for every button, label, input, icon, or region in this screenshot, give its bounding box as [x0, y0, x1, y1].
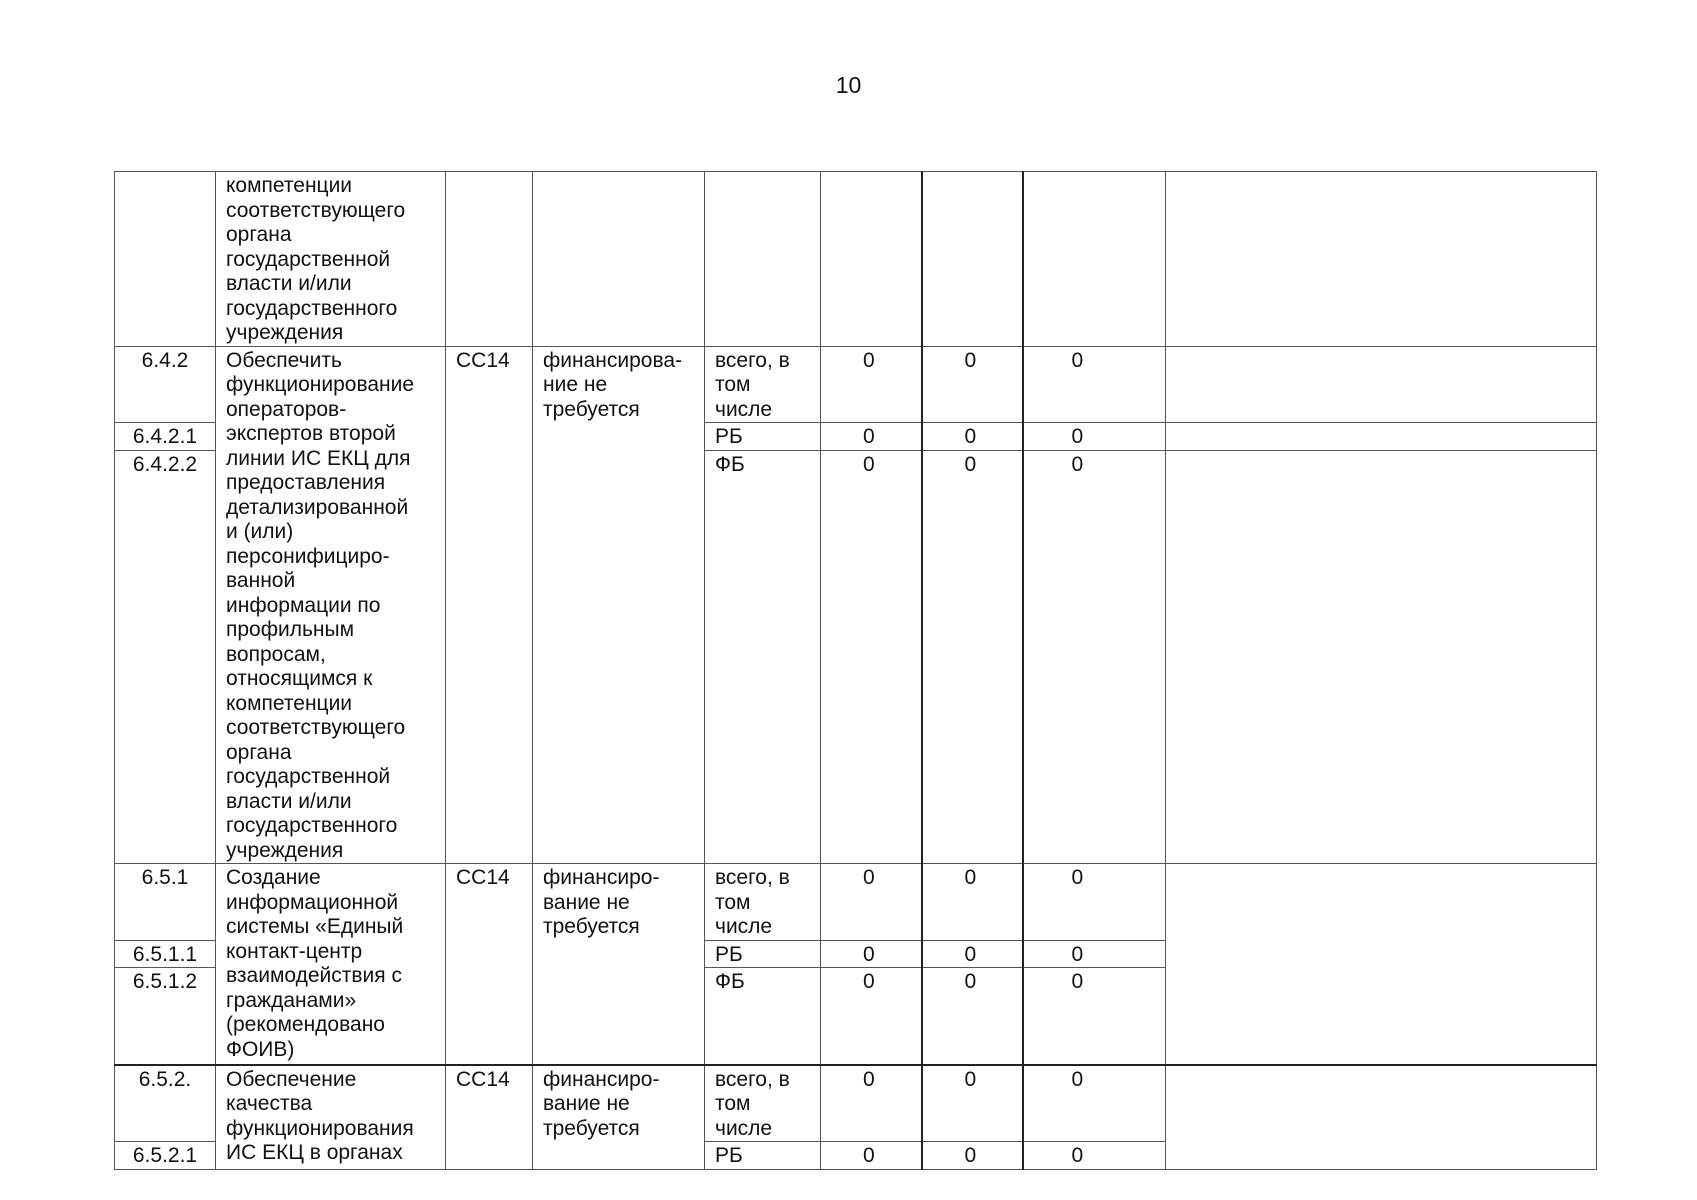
- code-cell: СС14: [446, 864, 533, 1065]
- value-cell: 0: [821, 968, 922, 1065]
- financing-cell: финансиро- вание не требуется: [533, 864, 705, 1065]
- financing-cell: финансирова- ние не требуется: [533, 346, 705, 864]
- code-cell: [446, 172, 533, 347]
- source-cell: ФБ: [705, 450, 821, 863]
- source-cell: РБ: [705, 1142, 821, 1170]
- code-cell: СС14: [446, 1065, 533, 1170]
- value-cell: 0: [922, 346, 1023, 423]
- description-cell: Создание информационной системы «Единый контакт-центр взаимодействия с гражданами» (рекомендовано ФОИВ): [216, 864, 446, 1065]
- value-cell: 0: [821, 1065, 922, 1142]
- value-cell: 0: [1023, 450, 1166, 863]
- value-cell: 0: [922, 864, 1023, 941]
- value-cell: 0: [922, 450, 1023, 863]
- table-row: [115, 864, 1597, 941]
- row-number-cell: [115, 172, 216, 347]
- value-cell: 0: [1023, 346, 1166, 423]
- financing-cell: [533, 172, 705, 347]
- source-cell: всего, в том числе: [705, 864, 821, 941]
- value-cell: 0: [922, 968, 1023, 1065]
- value-cell: [1023, 172, 1166, 347]
- row-number-cell: 6.5.1.2: [115, 968, 216, 1065]
- table-row: [115, 172, 1597, 347]
- value-cell: 0: [1023, 940, 1166, 968]
- value-cell: 0: [821, 423, 922, 451]
- value-cell: 0: [922, 1065, 1023, 1142]
- description-cell: Обеспечить функционирование операторов- экспертов второй линии ИС ЕКЦ для предоставления детализированной и (или) персонифициро- ванной информации по профильным вопросам, относящимся к компетенции соответствующего органа государственной власти и/или государственного учреждения: [216, 346, 446, 864]
- value-cell: 0: [1023, 1065, 1166, 1142]
- row-number-cell: 6.4.2.1: [115, 423, 216, 451]
- value-cell: [922, 172, 1023, 347]
- note-cell: [1166, 1065, 1597, 1170]
- row-number-cell: 6.5.1: [115, 864, 216, 941]
- value-cell: 0: [821, 1142, 922, 1170]
- table-row: [115, 346, 1597, 423]
- description-cell: Обеспечение качества функционирования ИС ЕКЦ в органах: [216, 1065, 446, 1170]
- row-number-cell: 6.5.2.1: [115, 1142, 216, 1170]
- note-cell: [1166, 450, 1597, 863]
- source-cell: всего, в том числе: [705, 346, 821, 423]
- value-cell: 0: [1023, 968, 1166, 1065]
- value-cell: 0: [1023, 423, 1166, 451]
- source-cell: РБ: [705, 940, 821, 968]
- source-cell: всего, в том числе: [705, 1065, 821, 1142]
- value-cell: 0: [922, 423, 1023, 451]
- value-cell: 0: [922, 940, 1023, 968]
- page-number: 10: [835, 72, 862, 98]
- note-cell: [1166, 172, 1597, 347]
- source-cell: ФБ: [705, 968, 821, 1065]
- note-cell: [1166, 346, 1597, 423]
- financing-cell: финансиро- вание не требуется: [533, 1065, 705, 1170]
- row-number-cell: 6.5.1.1: [115, 940, 216, 968]
- note-cell: [1166, 864, 1597, 1065]
- value-cell: [821, 172, 922, 347]
- value-cell: 0: [1023, 1142, 1166, 1170]
- value-cell: 0: [821, 864, 922, 941]
- row-number-cell: 6.4.2.2: [115, 450, 216, 863]
- description-cell: компетенции соответствующего органа государственной власти и/или государственного учреждения: [216, 172, 446, 347]
- source-cell: [705, 172, 821, 347]
- row-number-cell: 6.4.2: [115, 346, 216, 423]
- note-cell: [1166, 423, 1597, 451]
- row-number-cell: 6.5.2.: [115, 1065, 216, 1142]
- value-cell: 0: [821, 346, 922, 423]
- value-cell: 0: [922, 1142, 1023, 1170]
- value-cell: 0: [821, 940, 922, 968]
- source-cell: РБ: [705, 423, 821, 451]
- value-cell: 0: [821, 450, 922, 863]
- measures-table: [114, 171, 1597, 1170]
- value-cell: 0: [1023, 864, 1166, 941]
- table-row: [115, 1065, 1597, 1142]
- code-cell: СС14: [446, 346, 533, 864]
